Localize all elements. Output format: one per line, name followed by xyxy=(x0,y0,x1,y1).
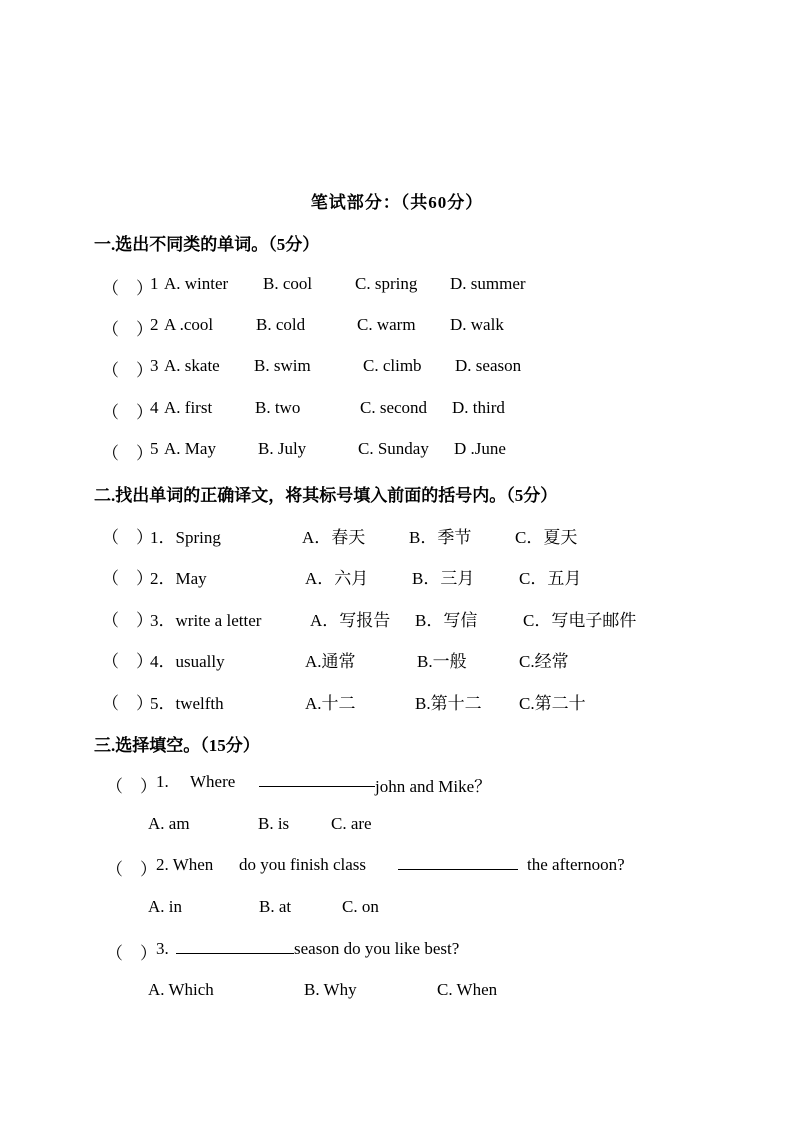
option-c: C.经常 xyxy=(519,652,569,671)
option-c: C. spring xyxy=(355,274,418,293)
word: 1．Spring xyxy=(150,528,221,547)
option-b: B. swim xyxy=(254,356,311,375)
option-a: A. Which xyxy=(148,980,214,999)
answer-paren: （ ） xyxy=(102,569,153,588)
section-2-heading: 二.找出单词的正确译文，将其标号填入前面的括号内。（5分） xyxy=(94,486,558,505)
option-a: A.通常 xyxy=(305,652,356,671)
option-b: B.第十二 xyxy=(415,694,482,713)
answer-paren: （ ） xyxy=(102,279,153,298)
option-b: B．季节 xyxy=(409,528,472,547)
option-b: B. at xyxy=(259,897,292,916)
answer-paren: （ ） xyxy=(102,403,153,422)
option-a: A .cool xyxy=(164,315,214,334)
answer-paren: （ ） xyxy=(102,694,153,713)
word: 2．May xyxy=(150,569,207,588)
section-1-heading: 一.选出不同类的单词。（5分） xyxy=(94,235,320,254)
option-b: B. July xyxy=(258,439,307,458)
answer-paren: （ ） xyxy=(102,528,153,547)
option-d: D. season xyxy=(455,356,522,375)
answer-paren: （ ） xyxy=(106,860,157,879)
option-c: C．夏天 xyxy=(515,528,578,547)
option-a: A．写报告 xyxy=(310,611,391,630)
question-number: 4 xyxy=(150,398,159,417)
option-c: C. climb xyxy=(363,356,422,375)
question-number: 3. xyxy=(156,939,169,958)
option-a: A. in xyxy=(148,897,182,916)
option-c: C. second xyxy=(360,398,428,417)
section-3-heading: 三.选择填空。（15分） xyxy=(94,736,260,755)
option-c: C. are xyxy=(331,814,372,833)
option-a: A．六月 xyxy=(305,569,369,588)
answer-paren: （ ） xyxy=(106,777,157,796)
option-c: C. on xyxy=(342,897,379,916)
option-b: B．写信 xyxy=(415,611,478,630)
option-b: B. cool xyxy=(263,274,313,293)
option-b: B. cold xyxy=(256,315,306,334)
answer-paren: （ ） xyxy=(102,361,153,380)
option-b: B. is xyxy=(258,814,290,833)
answer-blank xyxy=(398,855,518,875)
question-text-start: do you finish class xyxy=(239,855,367,874)
option-c: C. When xyxy=(437,980,498,999)
option-a: A. winter xyxy=(164,274,229,293)
word: 5．twelfth xyxy=(150,694,224,713)
option-d: D. third xyxy=(452,398,505,417)
question-number: 5 xyxy=(150,439,159,458)
option-b: B．三月 xyxy=(412,569,475,588)
answer-paren: （ ） xyxy=(106,944,157,963)
word: 4．usually xyxy=(150,652,225,671)
question-number: 2. When xyxy=(156,855,214,874)
word: 3．write a letter xyxy=(150,611,262,630)
page-title: 笔试部分：（共60分） xyxy=(310,193,484,212)
answer-paren: （ ） xyxy=(102,611,153,630)
question-number: 1 xyxy=(150,274,159,293)
option-a: A. skate xyxy=(164,356,220,375)
answer-paren: （ ） xyxy=(102,320,153,339)
question-number: 3 xyxy=(150,356,159,375)
question-number: 2 xyxy=(150,315,159,334)
option-b: B. two xyxy=(255,398,301,417)
option-c: C. Sunday xyxy=(358,439,429,458)
answer-blank xyxy=(176,939,294,959)
option-a: A. am xyxy=(148,814,190,833)
option-d: D. walk xyxy=(450,315,504,334)
option-c: C.第二十 xyxy=(519,694,586,713)
option-a: A. May xyxy=(164,439,216,458)
answer-paren: （ ） xyxy=(102,652,153,671)
option-c: C．写电子邮件 xyxy=(523,611,637,630)
option-a: A. first xyxy=(164,398,213,417)
option-b: B. Why xyxy=(304,980,357,999)
option-d: D .June xyxy=(454,439,506,458)
option-b: B.一般 xyxy=(417,652,467,671)
option-d: D. summer xyxy=(450,274,526,293)
option-c: C．五月 xyxy=(519,569,582,588)
option-a: A.十二 xyxy=(305,694,356,713)
question-text-end: season do you like best? xyxy=(294,939,460,958)
question-number: 1. xyxy=(156,772,169,791)
question-text-end: the afternoon? xyxy=(527,855,625,874)
option-a: A．春天 xyxy=(302,528,366,547)
question-text-end: john and Mike？ xyxy=(375,777,492,796)
answer-paren: （ ） xyxy=(102,444,153,463)
answer-blank xyxy=(259,772,375,792)
option-c: C. warm xyxy=(357,315,416,334)
question-text-start: Where xyxy=(190,772,236,791)
